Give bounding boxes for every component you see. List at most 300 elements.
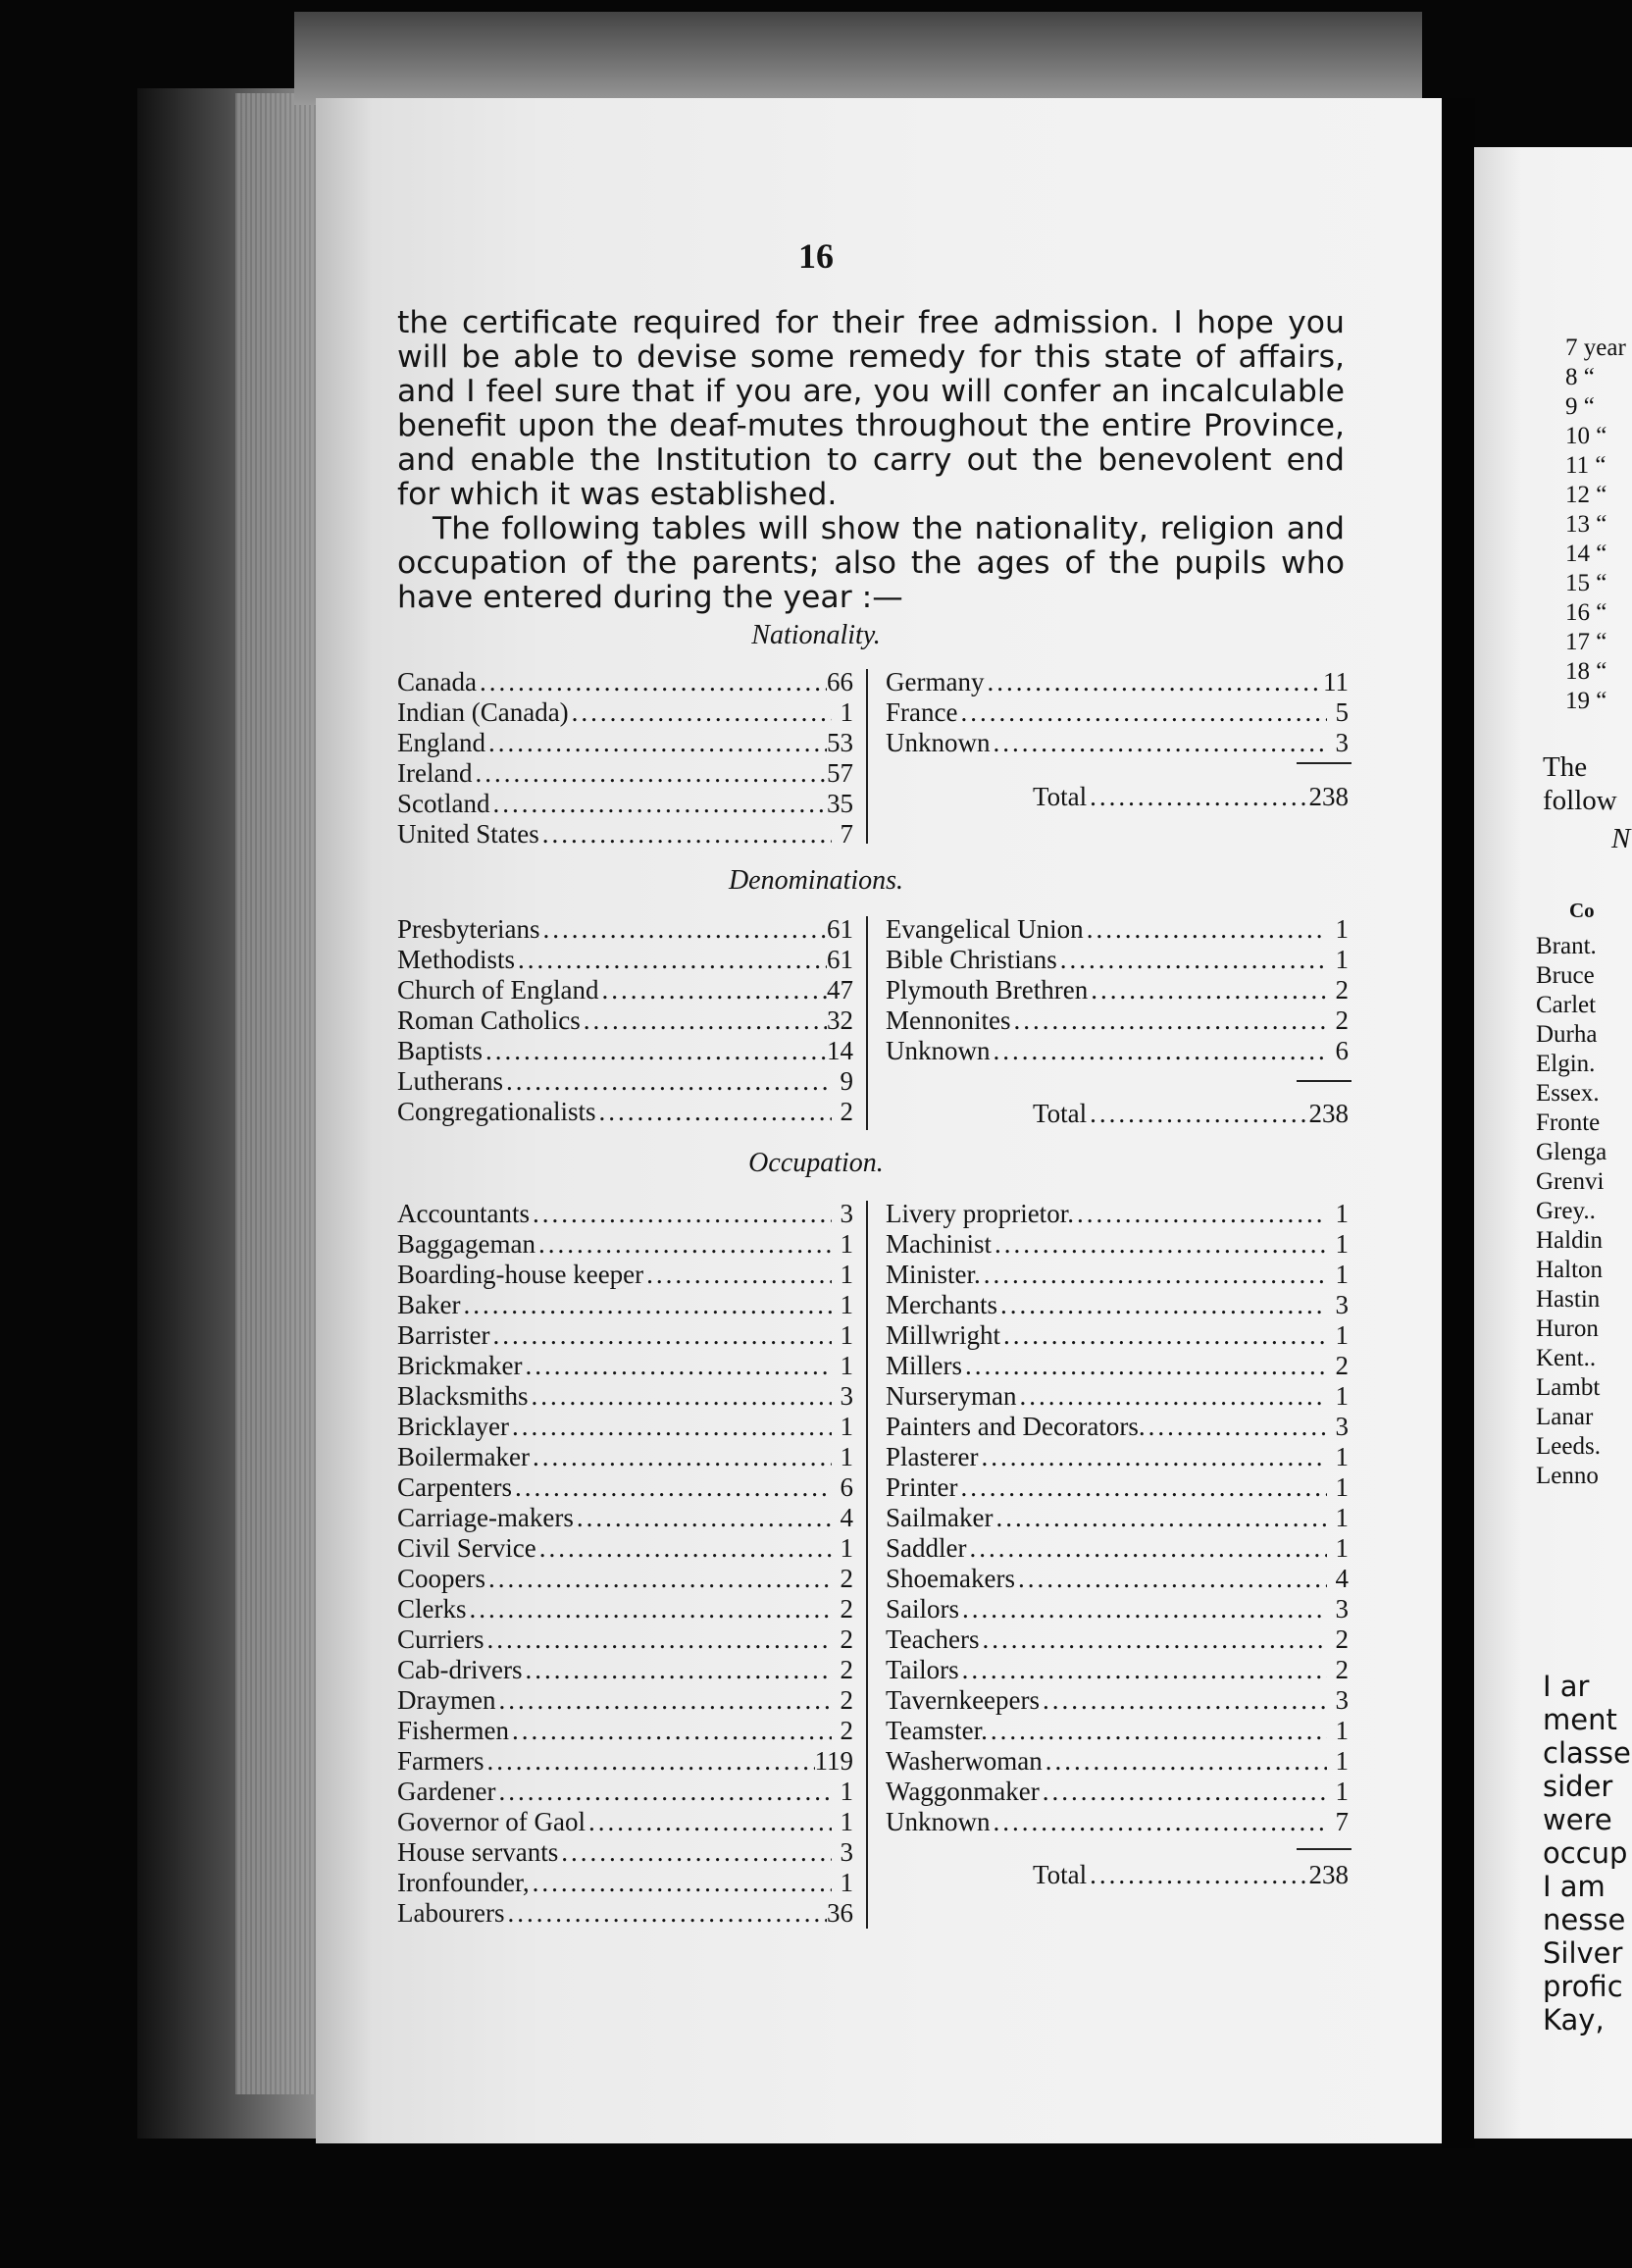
leader-dots: [1015, 1564, 1327, 1594]
row-label: Bible Christians: [886, 945, 1057, 974]
leader-dots: [485, 1564, 832, 1594]
denominations-column-rule: [866, 916, 868, 1130]
row-label: England: [397, 728, 485, 757]
leader-dots: [1011, 1005, 1328, 1036]
facing-page-text-line: classe: [1543, 1736, 1631, 1770]
nationality-row: [397, 667, 853, 697]
occupation-row: [397, 1564, 853, 1594]
leader-dots: [512, 1472, 832, 1503]
facing-page-county-line: Carlet: [1536, 992, 1597, 1018]
denominations-row: [397, 1066, 853, 1097]
facing-page-county-line: Huron: [1536, 1315, 1599, 1342]
leader-dots: [1040, 1685, 1327, 1716]
row-value: 3: [840, 1837, 853, 1867]
facing-page-county-line: Halton: [1536, 1257, 1604, 1283]
row-value: 1: [840, 1777, 853, 1806]
row-value: 2: [840, 1655, 853, 1684]
nationality-row: [397, 758, 853, 789]
occupation-row: [886, 1655, 1349, 1685]
leader-dots: [522, 1351, 832, 1381]
row-label: Tavernkeepers: [886, 1685, 1041, 1715]
leader-dots: [1074, 1199, 1327, 1229]
occupation-row: [397, 1229, 853, 1260]
occupation-total-rule: [1297, 1848, 1352, 1850]
occupation-row: [886, 1716, 1349, 1746]
leader-dots: [984, 667, 1323, 697]
occupation-row: [886, 1260, 1349, 1290]
nationality-row: [886, 697, 1349, 728]
row-label: Unknown: [886, 1036, 991, 1065]
nationality-column-rule: [866, 669, 868, 844]
row-value: 2: [840, 1594, 853, 1624]
denominations-row: [397, 975, 853, 1005]
row-label: Cab-drivers: [397, 1655, 523, 1684]
facing-page-county-line: Lanar: [1536, 1404, 1594, 1430]
denominations-total-rule: [1297, 1080, 1352, 1082]
row-value: 2: [840, 1564, 853, 1593]
row-label: Draymen: [397, 1685, 496, 1715]
facing-page-age-line: 13 “: [1565, 511, 1607, 538]
facing-page-text-line: ment: [1543, 1703, 1617, 1736]
denominations-title: Denominations.: [728, 865, 904, 896]
occupation-row: [886, 1503, 1349, 1533]
nationality-row: [886, 728, 1349, 758]
row-value: 1: [1335, 1503, 1349, 1532]
row-label: Barrister: [397, 1320, 490, 1350]
leader-dots: [959, 1594, 1327, 1624]
row-value: 2: [1335, 1005, 1349, 1035]
row-label: Governor of Gaol: [397, 1807, 586, 1836]
facing-page-counties: [1536, 932, 1606, 1491]
leader-dots: [509, 1716, 832, 1746]
row-label: Congregationalists: [397, 1097, 596, 1126]
occupation-row: [397, 1868, 853, 1898]
leader-dots: [1146, 1412, 1327, 1442]
denominations-row: [397, 1097, 853, 1127]
row-value: 5: [1335, 697, 1349, 727]
row-label: Indian (Canada): [397, 697, 569, 727]
occupation-row: [886, 1290, 1349, 1320]
leader-dots: [643, 1260, 832, 1290]
row-value: 2: [1335, 1624, 1349, 1654]
leader-dots: [490, 789, 828, 819]
facing-page-age-line: 19 “: [1565, 688, 1607, 714]
denominations-row: [886, 945, 1349, 975]
occupation-row: [886, 1594, 1349, 1624]
row-value: 2: [1335, 1351, 1349, 1380]
facing-page-county-line: Grey..: [1536, 1198, 1596, 1224]
row-label: Coopers: [397, 1564, 485, 1593]
leader-dots: [467, 1594, 833, 1624]
row-value: 3: [1335, 1412, 1349, 1441]
occupation-title: Occupation.: [748, 1148, 884, 1178]
occupation-row: [886, 1533, 1349, 1564]
row-label: Machinist: [886, 1229, 992, 1259]
leader-dots: [558, 1837, 832, 1868]
leader-dots: [484, 1746, 814, 1777]
row-label: Painters and Decorators.: [886, 1412, 1146, 1441]
occupation-row: [397, 1503, 853, 1533]
leader-dots: [957, 697, 1327, 728]
row-label: Unknown: [886, 1807, 991, 1836]
row-value: 1: [1335, 1381, 1349, 1411]
leader-dots: [574, 1503, 832, 1533]
row-label: Carriage-makers: [397, 1503, 574, 1532]
leader-dots: [472, 758, 827, 789]
nationality-total-rule: [1297, 762, 1352, 764]
facing-page-text-line: The: [1543, 751, 1588, 783]
row-value: 1: [1335, 1716, 1349, 1745]
row-value: 1: [1335, 914, 1349, 944]
occupation-row: [886, 1564, 1349, 1594]
row-value: 6: [840, 1472, 853, 1502]
leader-dots: [515, 945, 827, 975]
row-value: 2: [1335, 975, 1349, 1005]
row-value: 1: [840, 697, 853, 727]
leader-dots: [966, 1533, 1327, 1564]
row-value: 2: [1335, 1655, 1349, 1684]
occupation-row: [886, 1807, 1349, 1837]
row-label: Blacksmiths: [397, 1381, 529, 1411]
row-label: Livery proprietor.: [886, 1199, 1074, 1228]
row-label: Boarding-house keeper: [397, 1260, 644, 1289]
occupation-row: [397, 1624, 853, 1655]
total-value: 238: [1308, 1099, 1349, 1128]
row-value: 6: [1335, 1036, 1349, 1065]
leader-dots: [581, 1005, 827, 1036]
leader-dots: [539, 914, 827, 945]
facing-page-text-line: I am: [1543, 1870, 1606, 1903]
leader-dots: [1040, 1777, 1327, 1807]
row-label: United States: [397, 819, 539, 849]
row-value: 1: [840, 1351, 853, 1380]
row-label: Plasterer: [886, 1442, 979, 1471]
facing-page-ages: [1565, 334, 1626, 716]
row-label: France: [886, 697, 958, 727]
leader-dots: [978, 1442, 1327, 1472]
occupation-row: [397, 1351, 853, 1381]
leader-dots: [595, 1097, 832, 1127]
facing-page-county-line: Lambt: [1536, 1374, 1601, 1401]
row-label: Ironfounder,: [397, 1868, 530, 1897]
row-value: 61: [827, 945, 853, 974]
facing-page-county-line: Durha: [1536, 1021, 1598, 1048]
leader-dots: [997, 1290, 1327, 1320]
facing-page-age-line: 10 “: [1565, 423, 1607, 449]
facing-page-county-line: Fronte: [1536, 1109, 1601, 1136]
row-label: Evangelical Union: [886, 914, 1084, 944]
leader-dots: [530, 1199, 832, 1229]
leader-dots: [460, 1290, 832, 1320]
occupation-column-rule: [866, 1201, 868, 1929]
facing-page-age-line: 12 “: [1565, 482, 1607, 508]
facing-page: [1474, 147, 1632, 2139]
leader-dots: [539, 819, 832, 850]
nationality-row: [397, 819, 853, 850]
row-value: 7: [1335, 1807, 1349, 1836]
occupation-row: [886, 1442, 1349, 1472]
leader-dots: [483, 1036, 827, 1066]
occupation-row: [886, 1624, 1349, 1655]
row-label: Clerks: [397, 1594, 467, 1624]
row-value: 1: [1335, 1533, 1349, 1563]
occupation-row: [886, 1381, 1349, 1412]
occupation-row: [397, 1685, 853, 1716]
leader-dots: [530, 1442, 832, 1472]
facing-page-age-line: 16 “: [1565, 599, 1607, 626]
row-label: Saddler: [886, 1533, 967, 1563]
row-label: Farmers: [397, 1746, 484, 1776]
row-label: Scotland: [397, 789, 490, 818]
occupation-total-row: [886, 1860, 1349, 1890]
facing-page-county-line: Haldin: [1536, 1227, 1604, 1254]
denominations-row: [886, 1005, 1349, 1036]
nationality-row: [886, 667, 1349, 697]
row-value: 1: [1335, 1777, 1349, 1806]
leader-dots: [1088, 975, 1327, 1005]
row-value: 1: [840, 1868, 853, 1897]
facing-page-county-line: Elgin.: [1536, 1051, 1596, 1077]
row-value: 3: [1335, 728, 1349, 757]
book-gutter: [1442, 98, 1475, 2148]
row-value: 1: [840, 1320, 853, 1350]
occupation-row: [397, 1199, 853, 1229]
occupation-row: [397, 1412, 853, 1442]
row-value: 4: [1335, 1564, 1349, 1593]
total-label: Total: [1033, 1099, 1088, 1128]
row-value: 1: [1335, 1442, 1349, 1471]
row-value: 53: [827, 728, 853, 757]
occupation-row: [397, 1320, 853, 1351]
facing-page-text-line: were: [1543, 1803, 1612, 1836]
leader-dots: [598, 975, 827, 1005]
denominations-row: [397, 1005, 853, 1036]
row-label: Germany: [886, 667, 985, 696]
nationality-total-row: [886, 782, 1349, 812]
total-label: Total: [1033, 782, 1088, 811]
row-label: Baker: [397, 1290, 461, 1319]
occupation-row: [397, 1442, 853, 1472]
facing-page-age-line: 7 year: [1565, 335, 1626, 361]
facing-page-county-line: Hastin: [1536, 1286, 1601, 1313]
facing-page-text-line: occup: [1543, 1836, 1628, 1870]
leader-dots: [495, 1685, 832, 1716]
facing-page-text-line: Silver: [1543, 1936, 1623, 1970]
row-value: 35: [827, 789, 853, 818]
facing-page-text-line: I ar: [1543, 1670, 1590, 1703]
row-value: 57: [827, 758, 853, 788]
row-value: 61: [827, 914, 853, 944]
nationality-title: Nationality.: [751, 620, 881, 650]
occupation-row: [397, 1716, 853, 1746]
denominations-left-column: [397, 914, 853, 1127]
occupation-row: [886, 1746, 1349, 1777]
leader-dots: [503, 1066, 832, 1097]
leader-dots: [509, 1412, 832, 1442]
row-value: 1: [1335, 1260, 1349, 1289]
facing-page-text-line: Kay,: [1543, 2003, 1605, 2036]
facing-page-text-line: profic: [1543, 1970, 1623, 2003]
row-value: 119: [814, 1746, 853, 1776]
row-label: House servants: [397, 1837, 559, 1867]
row-value: 66: [827, 667, 853, 696]
leader-dots: [529, 1381, 833, 1412]
row-value: 3: [1335, 1594, 1349, 1624]
facing-page-age-line: 9 “: [1565, 393, 1595, 420]
leader-dots: [993, 1503, 1327, 1533]
occupation-row: [886, 1229, 1349, 1260]
occupation-row: [886, 1351, 1349, 1381]
leader-dots: [962, 1351, 1327, 1381]
row-value: 36: [827, 1898, 853, 1928]
row-label: Waggonmaker: [886, 1777, 1040, 1806]
facing-page-text-line: nesse: [1543, 1903, 1626, 1936]
occupation-row: [886, 1412, 1349, 1442]
leader-dots: [484, 1624, 832, 1655]
occupation-row: [397, 1260, 853, 1290]
leader-dots: [988, 1716, 1327, 1746]
denominations-row: [397, 1036, 853, 1066]
facing-page-age-line: 14 “: [1565, 541, 1607, 567]
occupation-left-column: [397, 1199, 853, 1929]
occupation-row: [397, 1655, 853, 1685]
body-text: [397, 306, 1345, 615]
occupation-row: [397, 1381, 853, 1412]
row-label: Canada: [397, 667, 477, 696]
row-value: 1: [1335, 1472, 1349, 1502]
row-label: Sailmaker: [886, 1503, 994, 1532]
row-label: Ireland: [397, 758, 473, 788]
leader-dots: [569, 697, 832, 728]
row-value: 1: [840, 1412, 853, 1441]
leader-dots: [1084, 914, 1327, 945]
leader-dots: [536, 1229, 832, 1260]
row-value: 9: [840, 1066, 853, 1096]
row-value: 4: [840, 1503, 853, 1532]
facing-page-county-line: Grenvi: [1536, 1168, 1605, 1195]
facing-page-column-label: Co: [1569, 899, 1595, 922]
row-label: Mennonites: [886, 1005, 1011, 1035]
occupation-row: [397, 1290, 853, 1320]
row-value: 1: [1335, 1746, 1349, 1776]
facing-page-county-line: Bruce: [1536, 962, 1595, 989]
row-label: Lutherans: [397, 1066, 503, 1096]
row-value: 1: [840, 1229, 853, 1259]
leader-dots: [991, 1036, 1328, 1066]
total-value: 238: [1308, 1860, 1349, 1889]
page-number: 16: [798, 236, 834, 276]
row-label: Tailors: [886, 1655, 959, 1684]
row-label: Minister.: [886, 1260, 981, 1289]
total-value: 238: [1308, 782, 1349, 811]
paragraph-1: the certificate required for their free admission. I hope you will be able to devise some remedy for this state of affairs, and I feel sure that if you are, you will confer an incalculable benefit upon the deaf-mutes throughout the entire Province, and enable the Institution to carry out the benevolent end for which it was established.: [397, 305, 1345, 512]
nationality-right-column: [886, 667, 1349, 758]
denominations-total-row: [886, 1099, 1349, 1129]
facing-page-county-line: Lenno: [1536, 1463, 1599, 1489]
row-label: Carpenters: [397, 1472, 512, 1502]
row-label: Curriers: [397, 1624, 484, 1654]
occupation-row: [397, 1533, 853, 1564]
denominations-row: [886, 914, 1349, 945]
denominations-row: [397, 945, 853, 975]
row-label: Presbyterians: [397, 914, 540, 944]
nationality-left-column: [397, 667, 853, 850]
occupation-row: [886, 1777, 1349, 1807]
leader-dots: [477, 667, 827, 697]
row-label: Church of England: [397, 975, 599, 1005]
facing-page-age-line: 15 “: [1565, 570, 1607, 596]
leader-dots: [959, 1655, 1327, 1685]
facing-page-county-line: Leeds.: [1536, 1433, 1601, 1460]
row-value: 1: [840, 1290, 853, 1319]
row-label: Washerwoman: [886, 1746, 1043, 1776]
row-label: Boilermaker: [397, 1442, 530, 1471]
leader-dots: [504, 1898, 827, 1929]
leader-dots: [991, 728, 1328, 758]
occupation-row: [397, 1594, 853, 1624]
row-value: 3: [840, 1199, 853, 1228]
occupation-row: [886, 1472, 1349, 1503]
leader-dots: [991, 1807, 1328, 1837]
facing-page-age-line: 17 “: [1565, 629, 1607, 655]
denominations-row: [886, 975, 1349, 1005]
occupation-row: [886, 1199, 1349, 1229]
leader-dots: [980, 1624, 1327, 1655]
occupation-row: [397, 1472, 853, 1503]
row-value: 2: [840, 1097, 853, 1126]
leader-dots: [485, 728, 827, 758]
row-label: Teachers: [886, 1624, 980, 1654]
row-value: 1: [1335, 1229, 1349, 1259]
row-value: 3: [1335, 1685, 1349, 1715]
facing-page-county-line: Kent..: [1536, 1345, 1597, 1371]
row-value: 1: [840, 1260, 853, 1289]
row-label: Millwright: [886, 1320, 1001, 1350]
occupation-row: [397, 1898, 853, 1929]
paragraph-2: The following tables will show the nationality, religion and occupation of the parents; also the ages of the pupils who have entered during the year :—: [397, 511, 1345, 615]
leader-dots: [495, 1777, 832, 1807]
facing-page-age-line: 8 “: [1565, 364, 1595, 390]
leader-dots: [1000, 1320, 1327, 1351]
row-label: Brickmaker: [397, 1351, 523, 1380]
facing-page-county-line: Essex.: [1536, 1080, 1600, 1107]
row-value: 1: [1335, 1199, 1349, 1228]
leader-dots: [522, 1655, 832, 1685]
denominations-row: [886, 1036, 1349, 1066]
row-value: 1: [1335, 1320, 1349, 1350]
leader-dots: [530, 1868, 832, 1898]
occupation-right-column: [886, 1199, 1349, 1837]
leader-dots: [489, 1320, 832, 1351]
nationality-row: [397, 697, 853, 728]
row-label: Shoemakers: [886, 1564, 1015, 1593]
row-value: 2: [840, 1624, 853, 1654]
row-value: 3: [840, 1381, 853, 1411]
nationality-row: [397, 728, 853, 758]
row-value: 2: [840, 1685, 853, 1715]
facing-page-county-line: Brant.: [1536, 933, 1597, 959]
row-value: 47: [827, 975, 853, 1005]
row-label: Baptists: [397, 1036, 484, 1065]
total-label: Total: [1033, 1860, 1088, 1889]
row-label: Unknown: [886, 728, 991, 757]
book-top-edge: [294, 12, 1422, 105]
row-label: Gardener: [397, 1777, 496, 1806]
row-label: Baggageman: [397, 1229, 536, 1259]
facing-page-age-line: 11 “: [1565, 452, 1606, 479]
row-value: 32: [827, 1005, 853, 1035]
occupation-row: [397, 1746, 853, 1777]
